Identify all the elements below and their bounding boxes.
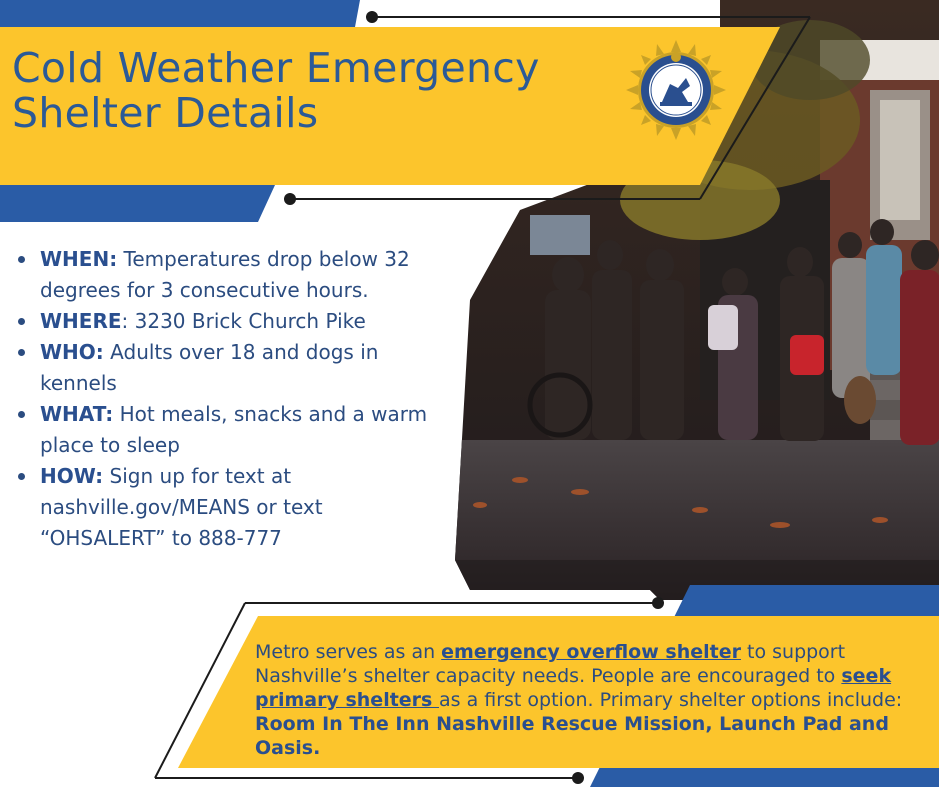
list-item-label: HOW: (40, 464, 104, 488)
list-item-where (14, 306, 434, 337)
list-item-how (14, 461, 434, 554)
emergency-overflow-shelter-link[interactable]: emergency overflow shelter (441, 641, 741, 663)
list-item-text: Sign up for text at nashville.gov/MEANS or text “OHSALERT” to 888-777 (40, 464, 323, 550)
page-title (12, 46, 652, 136)
dog (844, 376, 876, 424)
list-item-when (14, 244, 434, 306)
list-item-what (14, 399, 434, 461)
info-text-part: as a first option. Primary shelter options include: (438, 689, 903, 711)
decor-dot (572, 772, 584, 784)
decor-dot (366, 11, 378, 23)
title-line-1: Cold Weather Emergency (12, 44, 540, 92)
bullet-dot-icon (18, 411, 25, 418)
list-item-label: WHERE (40, 309, 122, 333)
info-text-part: Metro serves as an (255, 641, 442, 663)
list-item-text: Adults over 18 and dogs in kennels (40, 340, 379, 395)
list-item-who (14, 337, 434, 399)
red-bag (790, 335, 824, 375)
primary-shelter-options: Room In The Inn Nashville Rescue Mission, Launch Pad and Oasis. (255, 713, 889, 759)
list-item-label: WHAT: (40, 402, 114, 426)
title-line-2: Shelter Details (12, 89, 319, 137)
seek-primary-shelters-link[interactable]: seek primary shelters (255, 665, 892, 711)
info-text (255, 640, 933, 760)
list-item-label: WHO: (40, 340, 104, 364)
details-list (14, 244, 434, 554)
decor-dot (284, 193, 296, 205)
list-item-text: : 3230 Brick Church Pike (121, 309, 366, 333)
info-text-part: to support Nashville’s shelter capacity needs. People are encouraged to (255, 641, 846, 687)
bullet-dot-icon (18, 473, 25, 480)
list-item-text: Hot meals, snacks and a warm place to sleep (40, 402, 428, 457)
list-item-label: WHEN: (40, 247, 118, 271)
bullet-dot-icon (18, 256, 25, 263)
decor-dot (652, 597, 664, 609)
bullet-dot-icon (18, 349, 25, 356)
top-blue-strip (0, 0, 360, 27)
bullet-dot-icon (18, 318, 25, 325)
list-item-text: Temperatures drop below 32 degrees for 3 consecutive hours. (40, 247, 410, 302)
title-blue-strip (0, 185, 275, 222)
